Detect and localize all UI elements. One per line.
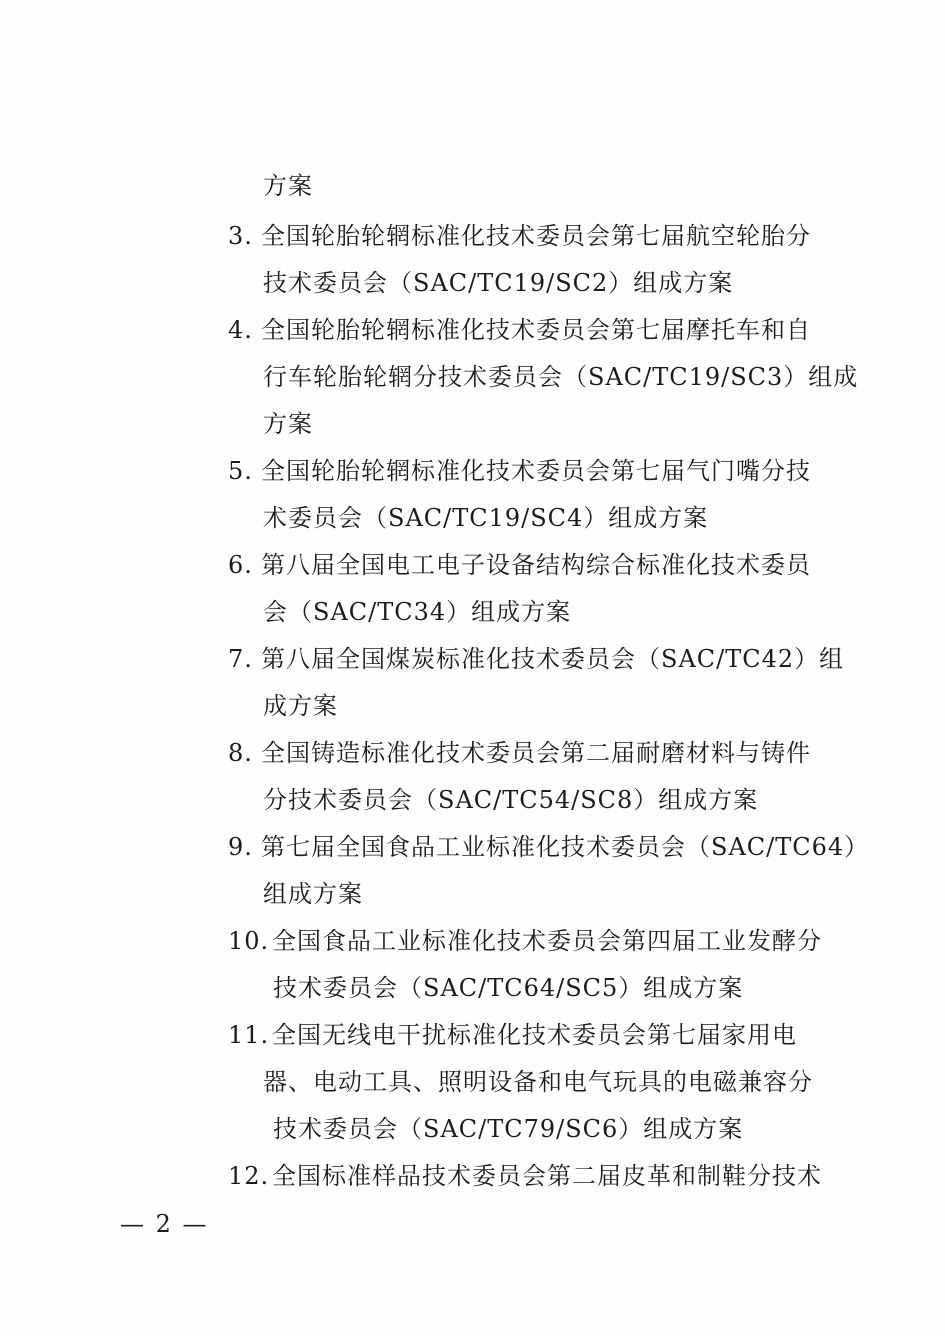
list-item-3-line-1 (228, 221, 811, 251)
list-item-3-line-2: 技术委员会（SAC/TC19/SC2）组成方案 (263, 269, 734, 297)
list-item-12-text: 全国标准样品技术委员会第二届皮革和制鞋分技术 (272, 1162, 822, 1190)
list-item-5-line-2: 术委员会（SAC/TC19/SC4）组成方案 (263, 504, 709, 532)
list-item-3-number: 3. (228, 222, 253, 250)
list-item-6-text: 第八届全国电工电子设备结构综合标准化技术委员 (261, 551, 811, 579)
list-item-9-line-2: 组成方案 (263, 880, 363, 908)
list-item-12-number: 12. (228, 1162, 270, 1190)
list-item-7-line-1 (228, 644, 844, 674)
list-item-8-line-2: 分技术委员会（SAC/TC54/SC8）组成方案 (263, 786, 759, 814)
list-item-11-line-2: 器、电动工具、照明设备和电气玩具的电磁兼容分 (263, 1068, 813, 1096)
list-item-8-number: 8. (228, 739, 253, 767)
list-item-11-line-3: 技术委员会（SAC/TC79/SC6）组成方案 (273, 1115, 744, 1143)
list-item-4-text: 全国轮胎轮辋标准化技术委员会第七届摩托车和自 (261, 316, 811, 344)
list-item-7-line-2: 成方案 (263, 692, 338, 720)
list-item-10-number: 10. (228, 927, 270, 955)
list-item-3-text: 全国轮胎轮辋标准化技术委员会第七届航空轮胎分 (261, 222, 811, 250)
list-item-10-text: 全国食品工业标准化技术委员会第四届工业发酵分 (272, 927, 822, 955)
continuation-line: 方案 (263, 172, 313, 200)
list-item-6-number: 6. (228, 551, 253, 579)
list-item-10-line-1 (228, 926, 822, 956)
list-item-4-number: 4. (228, 316, 253, 344)
list-item-7-text: 第八届全国煤炭标准化技术委员会（SAC/TC42）组 (261, 645, 845, 673)
list-item-4-line-2: 行车轮胎轮辋分技术委员会（SAC/TC19/SC3）组成 (263, 363, 859, 391)
list-item-4-line-3: 方案 (263, 410, 313, 438)
list-item-11-line-1 (228, 1020, 797, 1050)
list-item-5-number: 5. (228, 457, 253, 485)
list-item-9-text: 第七届全国食品工业标准化技术委员会（SAC/TC64） (261, 833, 870, 861)
list-item-8-text: 全国铸造标准化技术委员会第二届耐磨材料与铸件 (261, 739, 811, 767)
list-item-10-line-2: 技术委员会（SAC/TC64/SC5）组成方案 (273, 974, 744, 1002)
list-item-5-line-1 (228, 456, 811, 486)
list-item-4-line-1 (228, 315, 811, 345)
list-item-7-number: 7. (228, 645, 253, 673)
list-item-5-text: 全国轮胎轮辋标准化技术委员会第七届气门嘴分技 (261, 457, 811, 485)
list-item-11-number: 11. (228, 1021, 270, 1049)
list-item-9-line-1 (228, 832, 869, 862)
list-item-8-line-1 (228, 738, 811, 768)
list-item-9-number: 9. (228, 833, 253, 861)
page-number: — 2 — (120, 1210, 209, 1238)
list-item-6-line-1 (228, 550, 811, 580)
list-item-12-line-1 (228, 1161, 822, 1191)
list-item-11-text: 全国无线电干扰标准化技术委员会第七届家用电 (272, 1021, 797, 1049)
list-item-6-line-2: 会（SAC/TC34）组成方案 (263, 598, 572, 626)
